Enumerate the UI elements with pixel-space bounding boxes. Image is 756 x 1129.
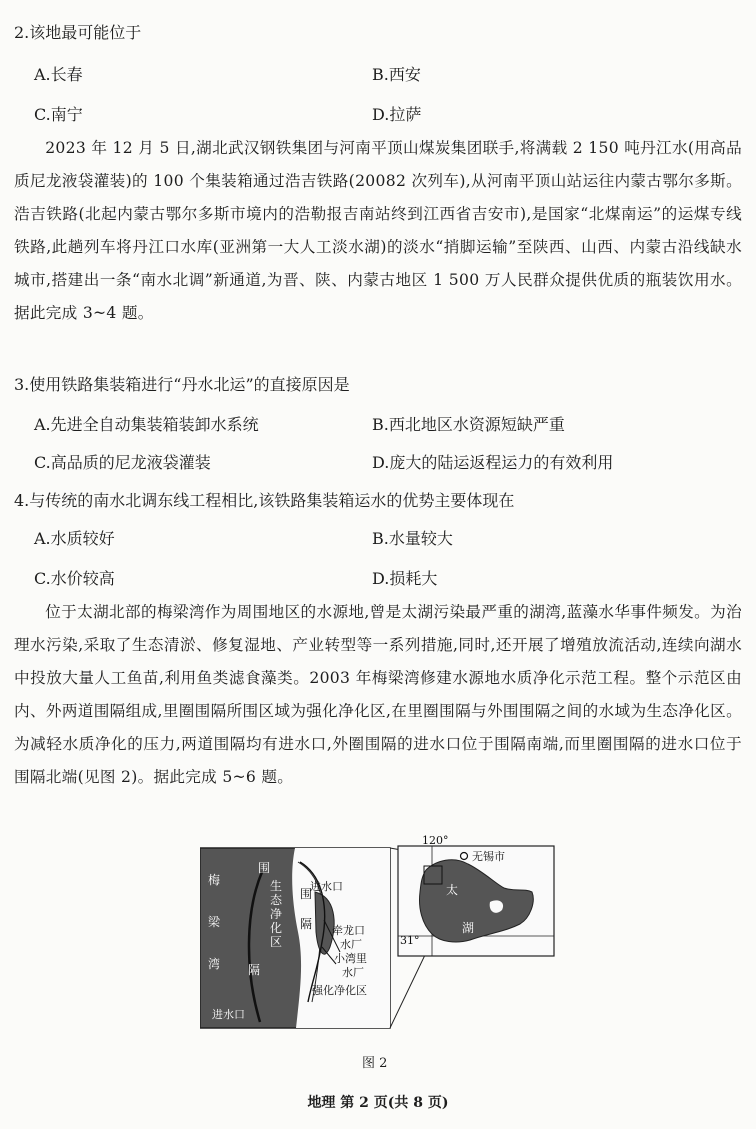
plant1-label-1: 牵龙口 (332, 924, 365, 937)
plant2-label-1: 小湾里 (334, 952, 367, 965)
q3-option-b: B.西北地区水资源短缺严重 (372, 415, 565, 434)
eco-zone-label-5: 区 (270, 935, 283, 949)
longitude-label: 120° (422, 834, 449, 847)
q4-option-d: D.损耗大 (372, 569, 438, 588)
latitude-label: 31° (400, 934, 420, 947)
wuxi-city-dot (461, 853, 468, 860)
q3-option-c: C.高品质的尼龙液袋灌装 (34, 453, 211, 472)
bay-label-3: 湾 (208, 957, 221, 971)
q2-option-a: A.长春 (34, 65, 83, 84)
outer-barrier-label-1: 围 (258, 861, 271, 875)
eco-zone-label-3: 净 (270, 907, 283, 921)
q4-option-b: B.水量较大 (372, 529, 453, 548)
outer-barrier-label-2: 隔 (248, 963, 261, 977)
q2-option-b: B.西安 (372, 65, 421, 84)
q3-option-d: D.庞大的陆运返程运力的有效利用 (372, 453, 614, 472)
taihu-label-1: 太 (446, 883, 459, 897)
passage-water-transport: 2023 年 12 月 5 日,湖北武汉钢铁集团与河南平顶山煤炭集团联手,将满载 2 150 吨丹江水(用高品质尼龙液袋灌装)的 100 个集装箱通过浩吉铁路(20082 次列车),从河南平顶山站运往内蒙古鄂尔多斯。浩吉铁路(北起内蒙古鄂尔多斯市境内的浩勒报吉南站终到江西省吉安市),是国家“北煤南运”的运煤专线铁路,此趟列车将丹江口水库(亚洲第一大人工淡水湖)的淡水“捎脚运输”至陕西、山西、内蒙古沿线缺水城市,搭建出一条“南水北调”新通道,为晋、陕、内蒙古地区 1 500 万人民群众提供优质的瓶装饮用水。据此完成 3~4 题。 (14, 139, 742, 322)
question-3-stem: 3.使用铁路集装箱进行“丹水北运”的直接原因是 (14, 375, 350, 394)
wuxi-city-label: 无锡市 (472, 850, 505, 863)
page-footer: 地理 第 2 页(共 8 页) (307, 1095, 449, 1111)
q2-option-c: C.南宁 (34, 105, 83, 124)
plant2-label-2: 水厂 (342, 966, 364, 979)
bay-label-1: 梅 (208, 873, 221, 887)
plant1-label-2: 水厂 (340, 938, 362, 951)
figure-2-map (200, 832, 556, 1032)
passage-meiliang-bay: 位于太湖北部的梅梁湾作为周围地区的水源地,曾是太湖污染最严重的湖湾,蓝藻水华事件频发。为治理水污染,采取了生态清淤、修复湿地、产业转型等一系列措施,同时,还开展了增殖放流活动,连续向湖水中投放大量人工鱼苗,利用鱼类滤食藻类。2003 年梅梁湾修建水源地水质净化示范工程。整个示范区由内、外两道围隔组成,里圈围隔所围区域为强化净化区,在里圈围隔与外围围隔之间的水域为生态净化区。为减轻水质净化的压力,两道围隔均有进水口,外圈围隔的进水口位于围隔南端,而里圈围隔的进水口位于围隔北端(见图 2)。据此完成 5~6 题。 (14, 603, 742, 786)
eco-zone-label-2: 态 (270, 893, 283, 907)
figure-2 (200, 832, 556, 1032)
eco-zone-label-1: 生 (270, 879, 283, 893)
taihu-label-2: 湖 (462, 921, 475, 935)
enhanced-zone-label: 强化净化区 (312, 984, 367, 997)
q4-option-a: A.水质较好 (34, 529, 115, 548)
question-2-stem: 2.该地最可能位于 (14, 23, 142, 42)
inlet-bottom-label: 进水口 (212, 1008, 245, 1021)
inner-barrier-label-1: 围 (300, 887, 313, 901)
q2-option-d: D.拉萨 (372, 105, 422, 124)
eco-zone-label-4: 化 (270, 921, 283, 935)
question-4-stem: 4.与传统的南水北调东线工程相比,该铁路集装箱运水的优势主要体现在 (14, 491, 515, 510)
figure-2-caption: 图 2 (362, 1056, 388, 1071)
q4-option-c: C.水价较高 (34, 569, 115, 588)
inner-barrier-label-2: 隔 (300, 917, 313, 931)
inlet-top-label: 进水口 (310, 880, 343, 893)
bay-label-2: 梁 (208, 915, 221, 929)
q3-option-a: A.先进全自动集装箱装卸水系统 (34, 415, 259, 434)
